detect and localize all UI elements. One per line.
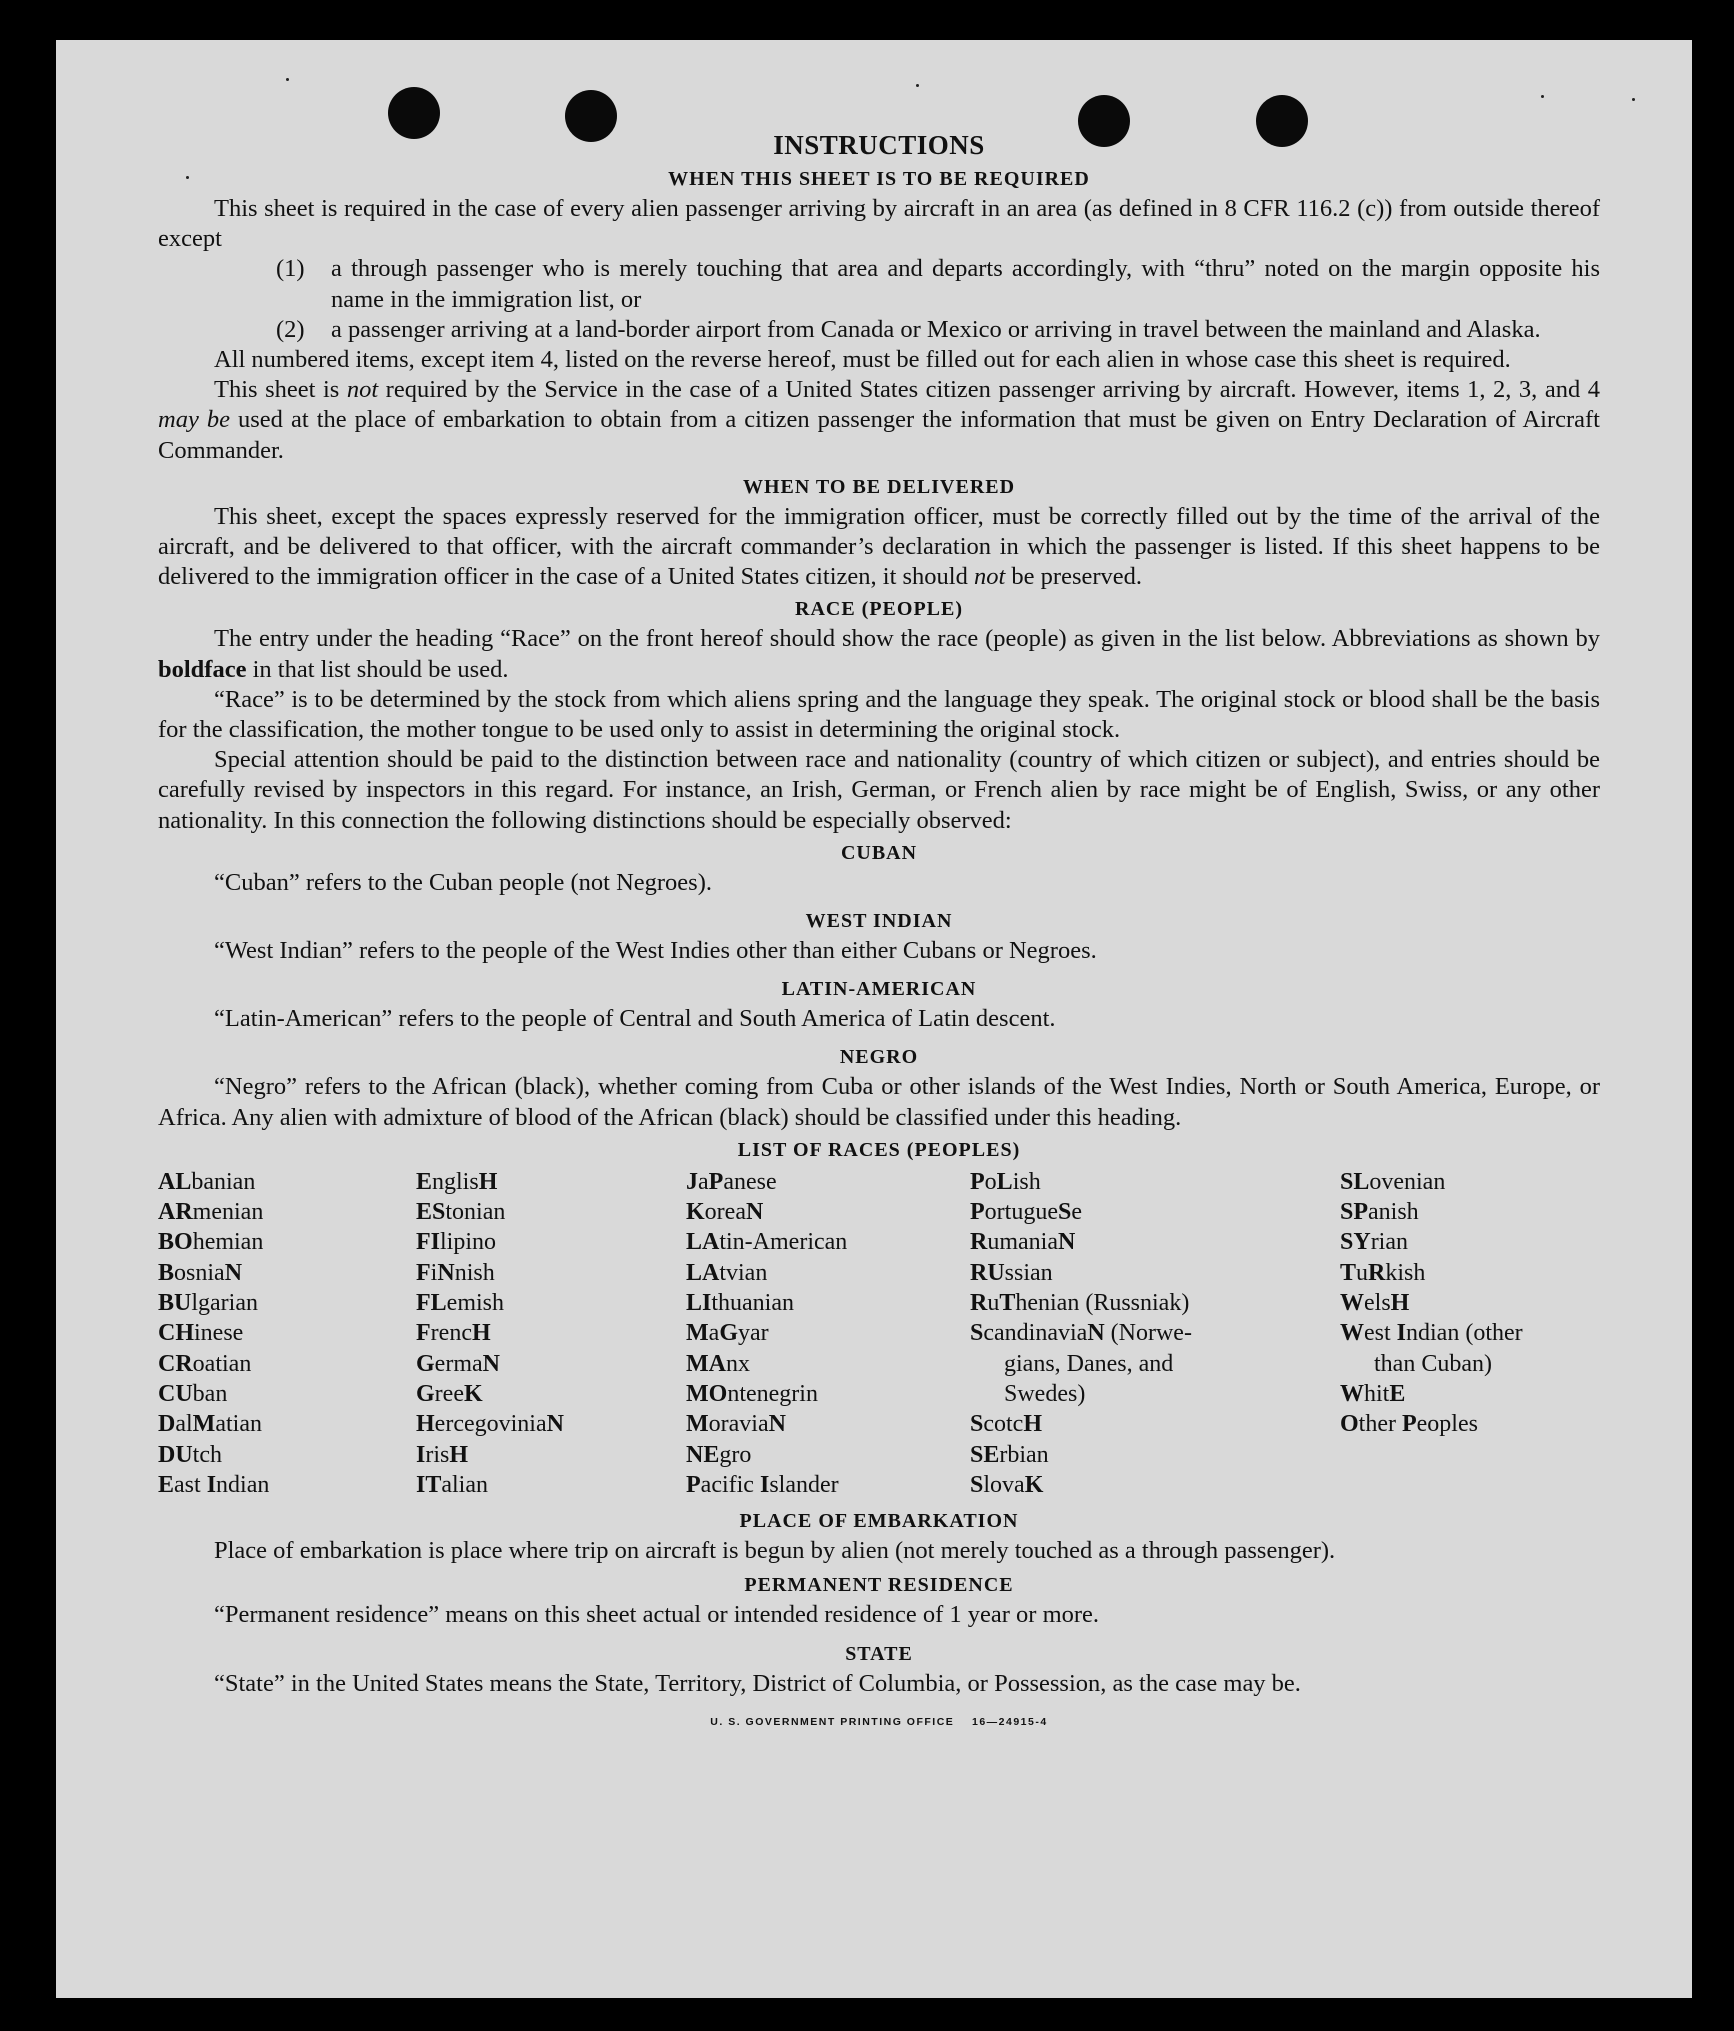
race-text: thuanian [711, 1290, 794, 1317]
race-text: lova [983, 1471, 1025, 1498]
race-entry [158, 1318, 416, 1348]
race-text: alian [441, 1471, 488, 1498]
race-abbrev: P [970, 1199, 985, 1226]
paragraph: Special attention should be paid to the distinction between race and nationality (country of which citizen or subject), and entries should be carefully revised by inspectors in this regard. For instance, an Irish, German, or French alien by race might be of English, Swiss, or any other nationality. In this connection the following distinctions should be especially observed: [158, 746, 1600, 834]
race-text: menian [192, 1199, 264, 1226]
race-entry [416, 1197, 686, 1227]
numbered-item [158, 315, 1600, 345]
race-text: renc [430, 1320, 472, 1347]
race-text: ndian (other [1406, 1320, 1523, 1347]
race-text: banian [191, 1168, 256, 1195]
race-entry [970, 1197, 1340, 1227]
race-entry [970, 1379, 1340, 1409]
race-abbrev: P [686, 1471, 701, 1498]
race-entry [686, 1288, 970, 1318]
race-abbrev: P [970, 1168, 985, 1195]
speck [286, 78, 289, 81]
race-abbrev: AL [158, 1168, 192, 1195]
paragraph: “State” in the United States means the State, Territory, District of Columbia, or Possession, as the case may be. [214, 1669, 1301, 1697]
race-entry [686, 1167, 970, 1197]
race-abbrev: K [686, 1199, 705, 1226]
printer-imprint: U. S. GOVERNMENT PRINTING OFFICE 16—24915-4 [710, 1715, 1048, 1728]
paragraph: “West Indian” refers to the people of the West Indies other than either Cubans or Negroes. [214, 937, 1097, 965]
race-abbrev: G [416, 1380, 435, 1407]
race-text: tch [192, 1441, 222, 1468]
races-column-4 [970, 1167, 1340, 1500]
race-abbrev: SP [1340, 1199, 1369, 1226]
race-abbrev: L [996, 1168, 1013, 1195]
race-text: rian [1370, 1229, 1408, 1256]
race-text: ther [1358, 1411, 1402, 1438]
paragraph: All numbered items, except item 4, listed on the reverse hereof, must be filled out for each alien in whose case this sheet is required. [214, 346, 1511, 374]
race-text: els [1364, 1290, 1391, 1317]
race-abbrev: D [158, 1411, 176, 1438]
race-entry [416, 1288, 686, 1318]
text-run: in that list should be used. [246, 655, 509, 683]
paragraph [158, 502, 1600, 593]
race-text: nglis [432, 1168, 479, 1195]
race-text: osnia [174, 1259, 225, 1286]
race-abbrev: DU [158, 1441, 193, 1468]
race-entry [686, 1197, 970, 1227]
section-heading-state: STATE [845, 1642, 913, 1665]
race-abbrev: IT [416, 1471, 442, 1498]
section-heading-delivered: WHEN TO BE DELIVERED [742, 475, 1016, 498]
race-text: inese [194, 1320, 244, 1347]
race-text: eoples [1416, 1411, 1478, 1438]
race-entry [416, 1409, 686, 1439]
paragraph: “Negro” refers to the African (black), whether coming from Cuba or other islands of the West Indies, North or South America, Europe, or Africa. Any alien with admixture of blood of the African (black) should be classified under this heading. [158, 1073, 1600, 1131]
race-entry [1340, 1349, 1600, 1379]
race-abbrev: S [1057, 1199, 1072, 1226]
race-abbrev: N [546, 1411, 564, 1438]
race-text: gians, Danes, and [1004, 1350, 1174, 1377]
race-entry [158, 1258, 416, 1288]
race-entry [686, 1349, 970, 1379]
race-abbrev: P [708, 1168, 724, 1195]
race-text: erma [434, 1350, 483, 1377]
race-entry [686, 1470, 970, 1500]
race-entry [970, 1440, 1340, 1470]
speck [1632, 98, 1635, 101]
race-text: henian (Russniak) [1015, 1290, 1190, 1317]
race-abbrev: I [1396, 1320, 1407, 1347]
item-number: (1) [276, 255, 305, 283]
race-text: than Cuban) [1374, 1350, 1492, 1377]
race-abbrev: SE [970, 1441, 1000, 1468]
text-run: This sheet, except the spaces expressly reserved for the immigration officer, must be correctly filled out by the time of the arrival of the aircraft, and be delivered to that officer, with the aircraft commander’s declaration in which the passenger is listed. If this sheet happens to be delivered to the immigration officer in the case of a United States citizen, it should [158, 502, 1600, 591]
race-entry [1340, 1197, 1600, 1227]
race-abbrev: I [206, 1471, 217, 1498]
race-abbrev: G [416, 1350, 435, 1377]
race-abbrev: R [970, 1290, 988, 1317]
paragraph [158, 375, 1600, 466]
race-abbrev: K [1024, 1471, 1044, 1498]
race-text: ndian [216, 1471, 270, 1498]
speck [1541, 95, 1544, 98]
race-text: tonian [445, 1199, 506, 1226]
race-abbrev: T [999, 1290, 1016, 1317]
race-text: lgarian [191, 1290, 258, 1317]
race-entry [686, 1227, 970, 1257]
race-entry [158, 1288, 416, 1318]
race-text: kish [1385, 1259, 1426, 1286]
race-entry [686, 1318, 970, 1348]
race-entry [1340, 1227, 1600, 1257]
race-text: orea [704, 1199, 746, 1226]
race-abbrev: SL [1340, 1168, 1370, 1195]
race-text: lipino [440, 1229, 497, 1256]
race-text: (Norwe- [1104, 1320, 1192, 1347]
race-text: tin-American [719, 1229, 848, 1256]
race-text: oatian [192, 1350, 252, 1377]
section-heading-latin-american: LATIN-AMERICAN [781, 978, 977, 1001]
race-abbrev: K [463, 1380, 483, 1407]
race-abbrev: FL [416, 1290, 447, 1317]
race-abbrev: LA [686, 1229, 720, 1256]
section-heading-cuban: CUBAN [840, 841, 918, 864]
races-column-3 [686, 1167, 970, 1500]
emphasis: may be [158, 406, 230, 434]
race-entry [1340, 1167, 1600, 1197]
paragraph: “Cuban” refers to the Cuban people (not Negroes). [214, 868, 712, 896]
race-abbrev: M [192, 1411, 216, 1438]
race-entry [1340, 1318, 1600, 1348]
race-entry [970, 1470, 1340, 1500]
race-entry [686, 1440, 970, 1470]
paragraph: “Latin-American” refers to the people of Central and South America of Latin descent. [214, 1005, 1056, 1033]
race-abbrev: LA [686, 1259, 720, 1286]
race-entry [416, 1167, 686, 1197]
race-text: rbian [999, 1441, 1049, 1468]
race-entry [416, 1258, 686, 1288]
race-text: anese [723, 1168, 777, 1195]
race-abbrev: NE [686, 1441, 720, 1468]
race-abbrev: CR [158, 1350, 193, 1377]
race-entry [416, 1349, 686, 1379]
race-entry [416, 1318, 686, 1348]
text-run: used at the place of embarkation to obtain from a citizen passenger the information that must be given on Entry Declaration of Aircraft Commander. [158, 406, 1600, 464]
race-text: hemian [192, 1229, 264, 1256]
race-entry [970, 1227, 1340, 1257]
race-abbrev: R [970, 1229, 988, 1256]
race-abbrev: S [970, 1320, 984, 1347]
race-abbrev: AR [158, 1199, 193, 1226]
section-heading-embarkation: PLACE OF EMBARKATION [739, 1510, 1019, 1533]
race-entry [970, 1258, 1340, 1288]
race-text: acific [700, 1471, 760, 1498]
race-abbrev: BO [158, 1229, 193, 1256]
race-entry [158, 1470, 416, 1500]
race-abbrev: MA [686, 1350, 726, 1377]
race-abbrev: H [471, 1320, 491, 1347]
document-sheet [56, 40, 1692, 1998]
emphasis: not [346, 376, 379, 404]
race-text: cotc [983, 1411, 1024, 1438]
speck [916, 84, 919, 87]
race-abbrev: MO [686, 1380, 728, 1407]
race-entry [416, 1470, 686, 1500]
race-text: ssian [1004, 1259, 1053, 1286]
race-text: ovenian [1369, 1168, 1446, 1195]
race-text: gro [719, 1441, 752, 1468]
race-entry [970, 1349, 1340, 1379]
race-abbrev: BU [158, 1290, 192, 1317]
race-text: ortugue [984, 1199, 1058, 1226]
race-text: emish [446, 1290, 504, 1317]
paragraph: “Race” is to be determined by the stock from which aliens spring and the language they speak. The original stock or blood shall be the basis for the classification, the mother tongue to be used only to assist in determining the original stock. [158, 685, 1600, 744]
race-text: al [175, 1411, 193, 1438]
race-abbrev: I [759, 1471, 770, 1498]
race-text: slander [769, 1471, 839, 1498]
race-entry [970, 1288, 1340, 1318]
race-text: ast [174, 1471, 207, 1498]
race-text: u [987, 1290, 1000, 1317]
race-text: candinavia [983, 1320, 1088, 1347]
section-heading-residence: PERMANENT RESIDENCE [744, 1574, 1014, 1597]
item-number: (2) [276, 315, 305, 343]
race-abbrev: R [1368, 1259, 1386, 1286]
race-text: nish [454, 1259, 495, 1286]
race-abbrev: M [686, 1411, 709, 1438]
bold-text: boldface [158, 655, 247, 683]
race-text: o [984, 1168, 997, 1195]
race-abbrev: H [416, 1411, 435, 1438]
section-heading-races-list: LIST OF RACES (PEOPLES) [737, 1138, 1021, 1161]
paragraph [158, 624, 1600, 684]
race-text: Swedes) [1004, 1380, 1086, 1407]
race-text: ris [425, 1441, 450, 1468]
race-abbrev: N [768, 1411, 786, 1438]
race-abbrev: O [1340, 1411, 1359, 1438]
race-abbrev: CU [158, 1380, 193, 1407]
race-entry [1340, 1288, 1600, 1318]
race-abbrev: FI [416, 1229, 440, 1256]
races-column-5 [1340, 1167, 1600, 1500]
race-text: e [1071, 1199, 1082, 1226]
emphasis: not [973, 563, 1006, 591]
race-abbrev: B [158, 1259, 175, 1286]
race-text: u [1356, 1259, 1369, 1286]
race-entry [970, 1409, 1340, 1439]
race-abbrev: N [1057, 1229, 1076, 1256]
race-text: nx [725, 1350, 750, 1377]
race-entry [158, 1440, 416, 1470]
race-text: ntenegrin [727, 1380, 818, 1407]
race-text: anish [1368, 1199, 1419, 1226]
race-abbrev: S [970, 1411, 984, 1438]
text-run: required by the Service in the case of a United States citizen passenger arriving by aircraft. However, items 1, 2, 3, and 4 [378, 376, 1600, 404]
text-run: The entry under the heading “Race” on the front hereof should show the race (people) as given in the list below. Abbreviations as shown by [214, 625, 1600, 653]
race-text: atian [215, 1411, 262, 1438]
race-abbrev: N [745, 1199, 764, 1226]
paragraph: “Permanent residence” means on this sheet actual or intended residence of 1 year or more. [214, 1601, 1100, 1629]
race-abbrev: T [1340, 1259, 1357, 1286]
race-text: i [430, 1259, 438, 1286]
race-entry [158, 1349, 416, 1379]
race-text: hit [1364, 1380, 1390, 1407]
race-entry [416, 1227, 686, 1257]
race-abbrev: N [1087, 1320, 1105, 1347]
numbered-item [158, 254, 1600, 314]
race-text: a [708, 1320, 720, 1347]
race-abbrev: RU [970, 1259, 1005, 1286]
race-abbrev: E [1389, 1380, 1406, 1407]
race-text: ree [434, 1380, 464, 1407]
race-entry [686, 1409, 970, 1439]
race-abbrev: M [686, 1320, 709, 1347]
section-heading-race: RACE (PEOPLE) [795, 598, 963, 621]
race-abbrev: G [719, 1320, 738, 1347]
section-heading-required: WHEN THIS SHEET IS TO BE REQUIRED [668, 168, 1090, 190]
race-text: est [1364, 1320, 1397, 1347]
race-abbrev: E [416, 1168, 433, 1195]
races-column-2 [416, 1167, 686, 1500]
race-abbrev: I [416, 1441, 426, 1468]
race-abbrev: W [1340, 1380, 1364, 1407]
race-entry [1340, 1258, 1600, 1288]
race-entry [158, 1227, 416, 1257]
race-entry [970, 1318, 1340, 1348]
paragraph: This sheet is required in the case of every alien passenger arriving by aircraft in an area (as defined in 8 CFR 116.2 (c)) from outside thereof except [158, 195, 1600, 253]
race-text: ish [1012, 1168, 1041, 1195]
race-abbrev: N [437, 1259, 455, 1286]
race-text: oravia [708, 1411, 769, 1438]
race-entry [416, 1440, 686, 1470]
races-column-1 [158, 1167, 416, 1500]
race-entry [158, 1167, 416, 1197]
race-entry [686, 1379, 970, 1409]
race-abbrev: N [482, 1350, 500, 1377]
race-abbrev: S [970, 1471, 984, 1498]
race-text: yar [737, 1320, 769, 1347]
races-list [158, 1167, 1600, 1500]
race-text: umania [987, 1229, 1058, 1256]
text-run: be preserved. [1005, 563, 1143, 591]
item-text: a through passenger who is merely touching that area and departs accordingly, with “thru” noted on the margin opposite his name in the immigration list, or [331, 255, 1600, 313]
race-entry [686, 1258, 970, 1288]
race-entry [158, 1409, 416, 1439]
race-abbrev: E [158, 1471, 175, 1498]
race-abbrev: J [686, 1168, 698, 1195]
race-abbrev: F [416, 1259, 431, 1286]
race-abbrev: H [1390, 1290, 1410, 1317]
race-abbrev: W [1340, 1320, 1364, 1347]
race-entry [970, 1167, 1340, 1197]
section-heading-west-indian: WEST INDIAN [805, 910, 953, 933]
race-abbrev: H [449, 1441, 469, 1468]
instructions-content [158, 128, 1600, 1737]
race-abbrev: ES [416, 1199, 446, 1226]
race-entry [158, 1379, 416, 1409]
race-entry [1340, 1409, 1600, 1439]
race-abbrev: CH [158, 1320, 194, 1347]
race-abbrev: H [1023, 1411, 1043, 1438]
race-abbrev: F [416, 1320, 431, 1347]
race-abbrev: SY [1340, 1229, 1371, 1256]
paragraph: Place of embarkation is place where trip on aircraft is begun by alien (not merely touched as a through passenger). [214, 1537, 1336, 1565]
race-entry [158, 1197, 416, 1227]
race-text: a [698, 1168, 709, 1195]
race-entry [416, 1379, 686, 1409]
race-abbrev: H [478, 1168, 498, 1195]
race-abbrev: LI [686, 1290, 712, 1317]
race-text: ercegovinia [434, 1411, 547, 1438]
race-entry [1340, 1379, 1600, 1409]
race-abbrev: P [1401, 1411, 1417, 1438]
section-heading-negro: NEGRO [839, 1046, 919, 1069]
race-text: tvian [719, 1259, 768, 1286]
race-abbrev: N [224, 1259, 243, 1286]
race-abbrev: W [1340, 1290, 1364, 1317]
item-text: a passenger arriving at a land-border airport from Canada or Mexico or arriving in travel between the mainland and Alaska. [331, 315, 1541, 343]
text-run: This sheet is [214, 376, 347, 404]
race-text: ban [192, 1380, 228, 1407]
page-title: INSTRUCTIONS [773, 130, 985, 160]
